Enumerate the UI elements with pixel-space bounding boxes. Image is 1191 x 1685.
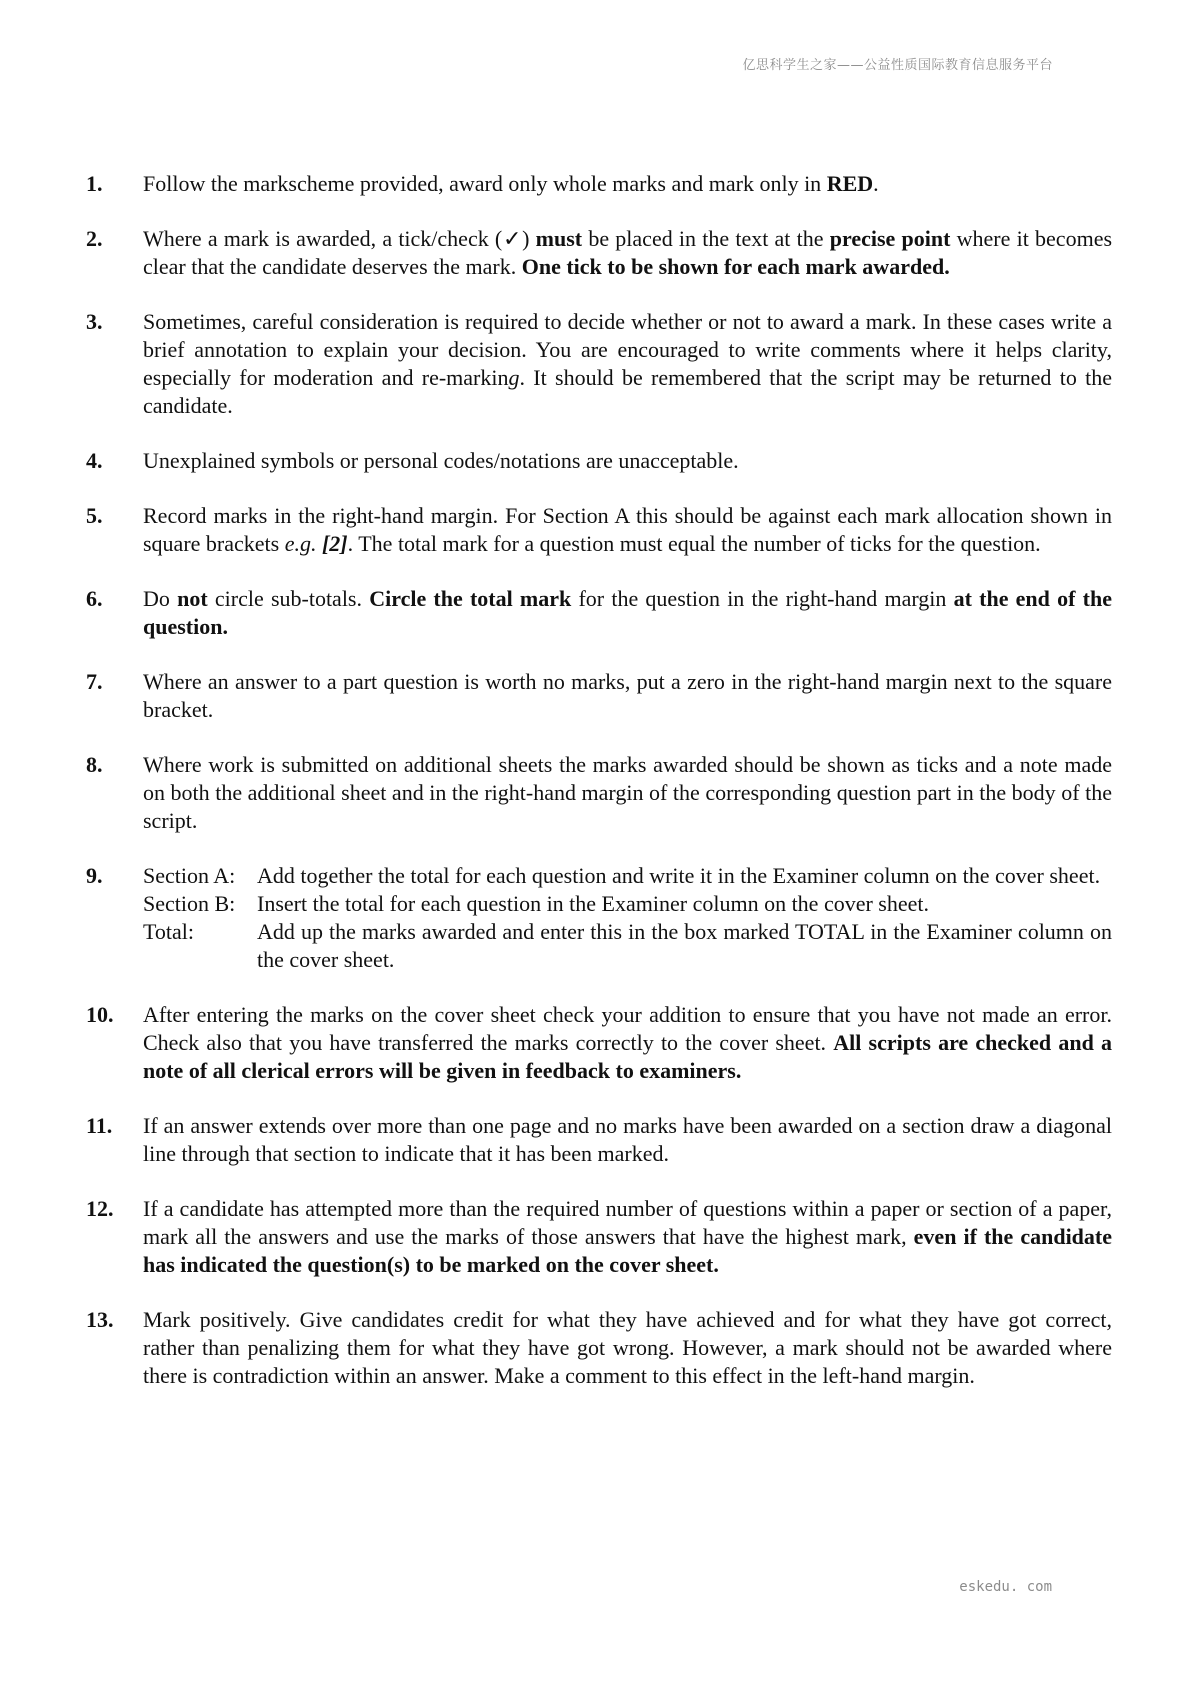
instructions-list <box>86 170 1112 1417</box>
italic-run: e.g. <box>284 531 317 556</box>
instruction-item-2 <box>86 225 1112 281</box>
instruction-text <box>143 225 1112 281</box>
instruction-item-5 <box>86 502 1112 558</box>
instruction-text <box>143 751 1112 835</box>
instruction-text <box>143 308 1112 420</box>
instruction-item-13 <box>86 1306 1112 1390</box>
section-a-row <box>143 862 1112 890</box>
text-run: for the question in the right-hand margin <box>571 586 954 611</box>
instruction-item-10 <box>86 1001 1112 1085</box>
instruction-number: 5. <box>86 503 103 528</box>
text-run: Unexplained symbols or personal codes/notations are unacceptable. <box>143 448 739 473</box>
bold-run: at the end of the question. <box>143 586 1112 639</box>
instruction-number: 2. <box>86 226 103 251</box>
bold-run: Circle the total mark <box>369 586 572 611</box>
section-label: Section B: <box>143 891 236 916</box>
instruction-item-9 <box>86 862 1112 974</box>
instruction-item-4 <box>86 447 1112 475</box>
instruction-number: 8. <box>86 752 103 777</box>
text-run: If an answer extends over more than one page and no marks have been awarded on a section draw a diagonal line through that section to indicate that it has been marked. <box>143 1113 1112 1166</box>
text-run: circle sub-totals. <box>207 586 370 611</box>
text-run: . It should be remembered that the script may be returned to the candidate. <box>143 365 1112 418</box>
text-run: Where a mark is awarded, a tick/check (✓) <box>143 226 536 251</box>
instruction-item-11 <box>86 1112 1112 1168</box>
section-label: Section A: <box>143 863 236 888</box>
bold-run: All scripts are checked and a note of all clerical errors will be given in feedback to examiners. <box>143 1030 1112 1083</box>
instruction-item-8 <box>86 751 1112 835</box>
total-row <box>143 918 1112 974</box>
instruction-number: 1. <box>86 171 103 196</box>
italic-run: g <box>508 365 520 390</box>
instruction-number: 3. <box>86 309 103 334</box>
bold-run: not <box>177 586 208 611</box>
bold-run: must <box>535 226 583 251</box>
text-run: Do <box>143 586 178 611</box>
instruction-number: 4. <box>86 448 103 473</box>
instruction-text <box>143 668 1112 724</box>
text-run: If a candidate has attempted more than the required number of questions within a paper or section of a paper, mark all the answers and use the marks of those answers that have the highest mark, <box>143 1196 1112 1249</box>
text-run: Record marks in the right-hand margin. For Section A this should be against each mark allocation shown in square brackets <box>143 503 1112 556</box>
text-run: Where work is submitted on additional sheets the marks awarded should be shown as ticks and a note made on both the additional sheet and in the right-hand margin of the corresponding question part in the body of the script. <box>143 752 1112 833</box>
text-run: Follow the markscheme provided, award only whole marks and mark only in <box>143 171 827 196</box>
section-text: Add together the total for each question and write it in the Examiner column on the cover sheet. <box>257 863 1101 888</box>
instruction-number: 13. <box>86 1307 114 1332</box>
instruction-item-6 <box>86 585 1112 641</box>
instruction-number: 10. <box>86 1002 114 1027</box>
instruction-item-12 <box>86 1195 1112 1279</box>
instruction-text <box>143 1306 1112 1390</box>
instruction-text <box>143 447 1112 475</box>
instruction-item-1 <box>86 170 1112 198</box>
bold-run: RED <box>826 171 874 196</box>
bold-italic-run: [2] <box>321 531 348 556</box>
section-b-row <box>143 890 1112 918</box>
footer-site-url: eskedu. com <box>959 1579 1052 1595</box>
text-run: where it becomes clear that the candidate deserves the mark. <box>143 226 1113 279</box>
bold-run: One tick to be shown for each mark awarded. <box>521 254 950 279</box>
instruction-number: 11. <box>86 1113 113 1138</box>
text-run: be placed in the text at the <box>582 226 830 251</box>
instruction-text <box>143 585 1112 641</box>
instruction-text <box>143 862 1112 974</box>
instruction-text <box>143 170 1112 198</box>
text-run: Mark positively. Give candidates credit for what they have achieved and for what they have got correct, rather than penalizing them for what they have got wrong. However, a mark should not be awarded where there is contradiction within an answer. Make a comment to this effect in the left-hand margin. <box>143 1307 1112 1388</box>
text-run: . <box>873 171 879 196</box>
header-site-text: 亿思科学生之家——公益性质国际教育信息服务平台 <box>742 58 1053 73</box>
instruction-number: 7. <box>86 669 103 694</box>
instruction-text <box>143 1195 1112 1279</box>
text-run: Where an answer to a part question is worth no marks, put a zero in the right-hand margin next to the square bracket. <box>143 669 1112 722</box>
instruction-text <box>143 502 1112 558</box>
instruction-item-3 <box>86 308 1112 420</box>
section-label: Total: <box>143 919 195 944</box>
bold-run: precise point <box>829 226 951 251</box>
text-run: After entering the marks on the cover sheet check your addition to ensure that you have not made an error. Check also that you have transferred the marks correctly to the cover sheet. <box>143 1002 1112 1055</box>
instruction-text <box>143 1112 1112 1168</box>
instruction-item-7 <box>86 668 1112 724</box>
text-run: . The total mark for a question must equal the number of ticks for the question. <box>347 531 1041 556</box>
section-text: Add up the marks awarded and enter this in the box marked TOTAL in the Examiner column on the cover sheet. <box>257 919 1112 972</box>
bold-run: even if the candidate has indicated the question(s) to be marked on the cover sheet. <box>143 1224 1113 1277</box>
text-run: Sometimes, careful consideration is required to decide whether or not to award a mark. In these cases write a brief annotation to explain your decision. You are encouraged to write comments where it helps clarity, especially for moderation and re-markin <box>143 309 1112 390</box>
instruction-number: 12. <box>86 1196 114 1221</box>
instruction-text <box>143 1001 1112 1085</box>
instruction-number: 9. <box>86 863 103 888</box>
section-text: Insert the total for each question in the Examiner column on the cover sheet. <box>257 891 929 916</box>
instruction-number: 6. <box>86 586 103 611</box>
